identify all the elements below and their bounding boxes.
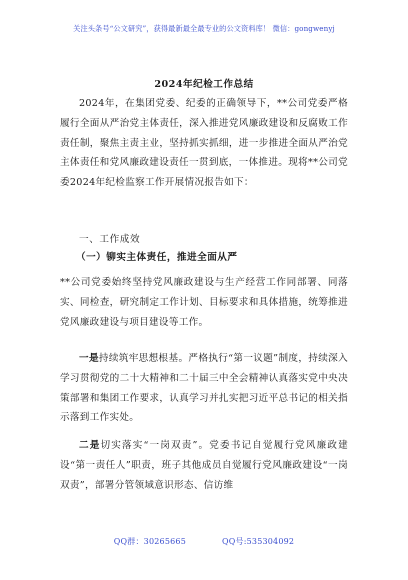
document-title: 2024年纪检工作总结 — [154, 79, 254, 90]
section-heading: 一、工作成效 — [79, 234, 141, 245]
footer-qq-number: QQ号:535304092 — [222, 537, 295, 546]
intro-paragraph: 2024年，在集团党委、纪委的正确领导下，**公司党委严格履行全面从严治党主体责任，深入推进党风廉政建设和反腐败工作责任制，聚焦主责主业，坚持抓实抓细，进一步推进全面从严治党主体责任和党风廉政建设责任一贯到底，一体推进。现将**公司党委2024年纪检监察工作开展情况报告如下： — [60, 98, 348, 189]
paragraph-four — [60, 436, 348, 495]
footer-contact — [0, 536, 408, 547]
paragraph-two: **公司党委始终坚持党风廉政建设与生产经营工作同部署、同落实、同检查，研究制定工作计划、目标要求和具体措施，统筹推进党风廉政建设与项目建设等工作。 — [60, 277, 348, 328]
paragraph-four-lead: 二是 — [79, 440, 101, 451]
paragraph-three-lead: 一是 — [79, 353, 99, 364]
paragraph-three — [60, 349, 348, 428]
paragraph-four-body: 切实落实“一岗双责”。党委书记自觉履行党风廉政建设“第一责任人”职责，班子其他成员自觉履行党风廉政建设“一岗双责”，部署分管领域意识形态、信访维 — [60, 440, 348, 491]
paragraph-three-body: 持续筑牢思想根基。严格执行“第一议题”制度，持续深入学习贯彻党的二十大精神和二十届三中全会精神认真落实党中央决策部署和集团工作要求，认真学习并扎实把习近平总书记的相关指示落到工作实处。 — [60, 353, 348, 424]
header-note: 关注头条号“公文研究”，获得最新最全最专业的公文资料库！ 微信：gongwenyj — [73, 24, 335, 33]
footer-qq-group: QQ群：30265665 — [113, 537, 186, 546]
subsection-heading: （一）铆实主体责任，推进全面从严 — [76, 252, 238, 263]
